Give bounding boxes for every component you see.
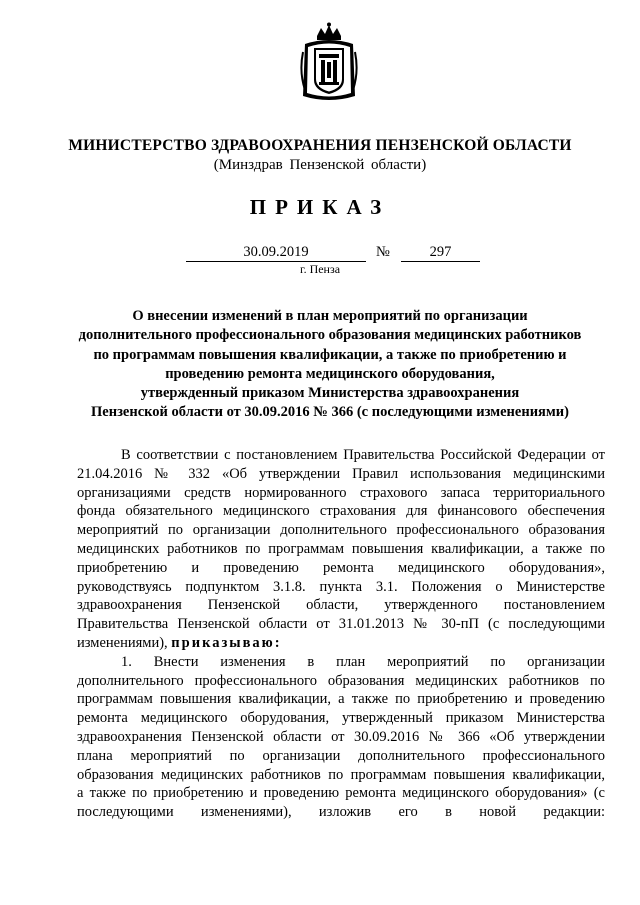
coat-of-arms-icon (299, 22, 359, 104)
body-line: 1. Внести изменения в план мероприятий по организации (121, 653, 605, 670)
body-line: плана мероприятий по организации дополнительного профессионального (77, 747, 605, 764)
body-line: образования медицинских работников по программам повышения квалификации, (77, 766, 605, 783)
body-line: дополнительного профессионального образования медицинских работников по (77, 672, 605, 689)
body-line: В соответствии с постановлением Правительства Российской Федерации от (121, 447, 605, 463)
body-line: мероприятий по организации дополнительного профессионального образования (77, 522, 605, 539)
body-line: программам повышения квалификации, а также по приобретению и проведению (77, 691, 605, 708)
body-line: организациями средств нормированного страхового запаса территориального (77, 484, 605, 501)
order-body (77, 446, 605, 822)
body-line: ремонта медицинского оборудования, утвержденный приказом Министерства (77, 710, 605, 727)
ministry-short-name: (Минздрав Пензенской области) (213, 157, 427, 173)
subject-line: утвержденный приказом Министерства здравоохранения (140, 385, 520, 402)
body-line: а также по приобретению и проведению ремонта медицинского оборудования» (с (77, 785, 605, 802)
order-subject (60, 307, 600, 423)
order-word: приказываю: (171, 634, 282, 651)
city: г. Пенза (300, 262, 341, 276)
body-line: фонда обязательного медицинского страхования для финансового обеспечения (77, 503, 605, 520)
preamble-end: изменениями), (77, 634, 168, 651)
body-line: здравоохранения Пензенской области, утвержденного постановлением (77, 597, 605, 614)
order-date: 30.09.2019 (186, 244, 366, 262)
body-line: приобретению и проведению ремонта медицинского оборудования», (77, 559, 605, 576)
body-line: медицинских работников по программам повышения квалификации, а также по (77, 540, 605, 557)
body-line: руководствуясь подпунктом 3.1.8. пункта 3.1. Положения о Министерстве (77, 578, 605, 595)
body-line: последующими изменениями), изложив его в новой редакции: (77, 804, 605, 821)
ministry-name: МИНИСТЕРСТВО ЗДРАВООХРАНЕНИЯ ПЕНЗЕНСКОЙ ОБЛАСТИ (68, 137, 572, 154)
document-type-title: ПРИКАЗ (249, 195, 391, 219)
body-line: здравоохранения Пензенской области от 30.09.2016 № 366 «Об утверждении (77, 728, 605, 745)
subject-line: О внесении изменений в план мероприятий по организации (132, 308, 528, 324)
body-line: Правительства Пензенской области от 31.01.2013 № 30-пП (с последующими (77, 616, 605, 633)
body-line-order (77, 634, 605, 653)
body-line: 21.04.2016 № 332 «Об утверждении Правил использования медицинскими (77, 465, 605, 482)
subject-line: дополнительного профессионального образования медицинских работников (78, 327, 582, 344)
number-sign: № (376, 244, 390, 260)
subject-line: по программам повышения квалификации, а также по приобретению и (93, 346, 567, 363)
order-number: 297 (401, 244, 480, 262)
subject-line: проведению ремонта медицинского оборудования, (165, 365, 495, 382)
subject-line: Пензенской области от 30.09.2016 № 366 (с последующими изменениями) (91, 404, 569, 421)
